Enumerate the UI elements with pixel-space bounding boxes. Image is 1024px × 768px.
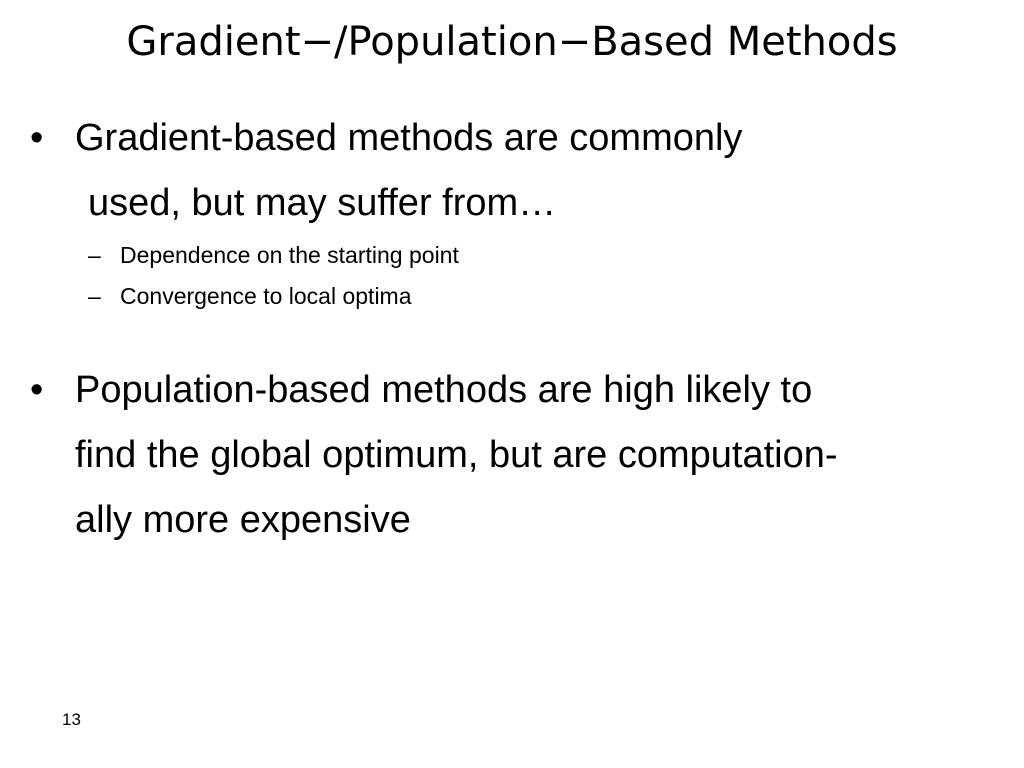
bullet-text-line: used, but may suffer from… [88, 182, 557, 224]
bullet-text-line: ally more expensive [75, 499, 411, 541]
sub-bullet-local-optima [88, 281, 412, 311]
sub-bullet-starting-point [88, 240, 459, 270]
sub-bullet-marker: – [88, 242, 101, 268]
bullet-marker: • [30, 369, 44, 411]
bullet-text-line: Gradient-based methods are commonly [75, 117, 743, 159]
page-number: 13 [62, 710, 81, 729]
slide-title: Gradient−/Population−Based Methods [126, 19, 898, 65]
sub-bullet-text: Dependence on the starting point [120, 242, 459, 268]
sub-bullet-marker: – [88, 283, 101, 309]
bullet-text-line: Population-based methods are high likely to [75, 369, 813, 411]
bullet-gradient-based [30, 106, 742, 236]
bullet-text-line: find the global optimum, but are computation- [75, 434, 838, 476]
sub-bullet-text: Convergence to local optima [120, 283, 412, 309]
bullet-marker: • [30, 117, 44, 159]
bullet-population-based [30, 358, 838, 553]
